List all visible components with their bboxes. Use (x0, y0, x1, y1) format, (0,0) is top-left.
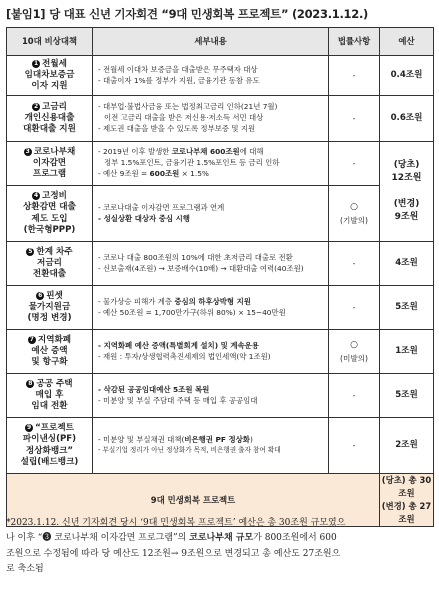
number-badge-icon: 1 (33, 59, 39, 67)
measure-name: 3 코로나부채 이자감면 프로그램 (7, 142, 93, 186)
budget-value: 5조원 (380, 374, 434, 418)
law-status: - (329, 286, 380, 330)
number-badge-icon: 7 (29, 335, 34, 343)
measure-details: - 미분양 및 부실채권 대책(비은행권 PF 정상화) - 부실기업 정리가 아닌 정상화가 목적, 비은행권 출자 참여 확대 (93, 418, 329, 474)
law-status: - (329, 374, 380, 418)
budget-value: 4조원 (380, 242, 434, 286)
measure-details: - 삭감된 공공임대예산 5조원 복원 - 미분양 및 부실 주담대 주택 등 매입 후 공공임대 (93, 374, 329, 418)
measure-name: 7 지역화폐 예산 증액 및 항구화 (7, 330, 93, 374)
law-status: - (329, 418, 380, 474)
measure-name: 6 핀셋 물가지원금 (명정 변경) (7, 286, 93, 330)
law-status: ○ (기발의) (329, 186, 380, 242)
table-row (7, 96, 434, 142)
measure-details: - 지역화폐 예산 증액(특별회계 설치) 및 계속운용 - 재원 : 투자/상생협력촉진세제의 법인세액(약 1조원) (93, 330, 329, 374)
number-badge-icon: 8 (28, 379, 33, 387)
title-tag: [붙임1] (6, 7, 46, 21)
measure-details: - 코로나 대출 800조원의 10%에 대한 초저금리 대출로 전환 - 신보출재(4조원) → 보증배수(10배) → 대환대출 여력(40조원) (93, 242, 329, 286)
law-status: - (329, 56, 380, 96)
number-badge-icon: 9 (26, 424, 32, 432)
table-row (7, 186, 434, 242)
measure-name: 4 고정비 상환감면 대출 제도 도입 (한국형PPP) (7, 186, 93, 242)
projects-table (6, 27, 434, 527)
total-label: 9대 민생회복 프로젝트 (7, 474, 380, 527)
law-status: - (329, 242, 380, 286)
footnote: *2023.1.12. 신년 기자회견 당시 ‘9대 민생회복 프로젝트’ 예산은 총 30조원 규모였으 나 이후 “❸ 코로나부채 이자감면 프로그램”의 코로나부채 규모가 800조원에서 600 조원으로 수정됨에 따라 당 예산도 12조원→ 9조원으로 변경되고 총 예산도 27조원으 로 축소됨 (6, 518, 346, 574)
header-measure: 10대 비상대책 (7, 28, 93, 56)
title-text: 당 대표 신년 기자회견 “9대 민생회복 프로젝트” (2023.1.12.) (49, 7, 368, 21)
header-details: 세부내용 (93, 28, 329, 56)
measure-details: - 코로나대출 이자감면 프로그램과 연계 - 성실상환 대상자 중심 시행 (93, 186, 329, 242)
budget-value: 0.6조원 (380, 96, 434, 142)
budget-value: 1조원 (380, 330, 434, 374)
law-status: - (329, 142, 380, 186)
measure-name: 2 고금리 개인신용대출 대환대출 지원 (7, 96, 93, 142)
measure-name: 9 “프로젝트 파이낸싱(PF) 정상화뱅크” 설립(배드뱅크) (7, 418, 93, 474)
merged-budget-value: (당초) 12조원 (변경) 9조원 (380, 142, 434, 242)
budget-value: 0.4조원 (380, 56, 434, 96)
table-row (7, 142, 434, 186)
law-status: - (329, 96, 380, 142)
budget-value: 2조원 (380, 418, 434, 474)
document-title (6, 6, 372, 22)
measure-details: - 물가상승 피해가 계층 중심의 하후상박형 지원 - 예산 50조원 = 1,700만가구(하위 80%) × 15~40만원 (93, 286, 329, 330)
header-law: 법률사항 (329, 28, 380, 56)
measure-name: 5 한계 차주 저금리 전환대출 (7, 242, 93, 286)
number-badge-icon: 3 (25, 147, 30, 155)
law-status: ○ (미발의) (329, 330, 380, 374)
table-row (7, 330, 434, 374)
measure-details: - 전월세 이대차 보증금을 대출받은 무주택자 대상 - 대출이자 1%를 정부가 지원, 금융기관 동참 유도 (93, 56, 329, 96)
measure-details: - 2019년 이후 발생한 코로나부채 600조원에 대해 정부 1.5%포인트, 금융기관 1.5%포인트 등 금리 인하 - 예산 9조원 = 600조원 × 1.5% (93, 142, 329, 186)
measure-details: - 대부업·불법사금융 또는 법정최고금리 인하(21년 7월) 이전 고금리 대출을 받은 저신용·저소득 서민 대상 - 제도권 대출을 받을 수 있도록 정부보증 및 지원 (93, 96, 329, 142)
measure-name: 8 공공 주택 매입 후 임대 전환 (7, 374, 93, 418)
table-row (7, 418, 434, 474)
table-row (7, 56, 434, 96)
measure-name: 1 전월세 임대차보증금 이자 지원 (7, 56, 93, 96)
budget-value: 5조원 (380, 286, 434, 330)
number-badge-icon: 4 (33, 192, 39, 200)
number-badge-icon: 5 (28, 247, 33, 255)
table-row (7, 242, 434, 286)
number-badge-icon: 2 (33, 102, 39, 110)
number-badge-icon: 6 (38, 291, 43, 299)
table-row (7, 286, 434, 330)
table-header-row (7, 28, 434, 56)
table-row (7, 374, 434, 418)
header-budget: 예산 (380, 28, 434, 56)
total-budget: (당초) 총 30조원 (변경) 총 27조원 (380, 474, 434, 527)
